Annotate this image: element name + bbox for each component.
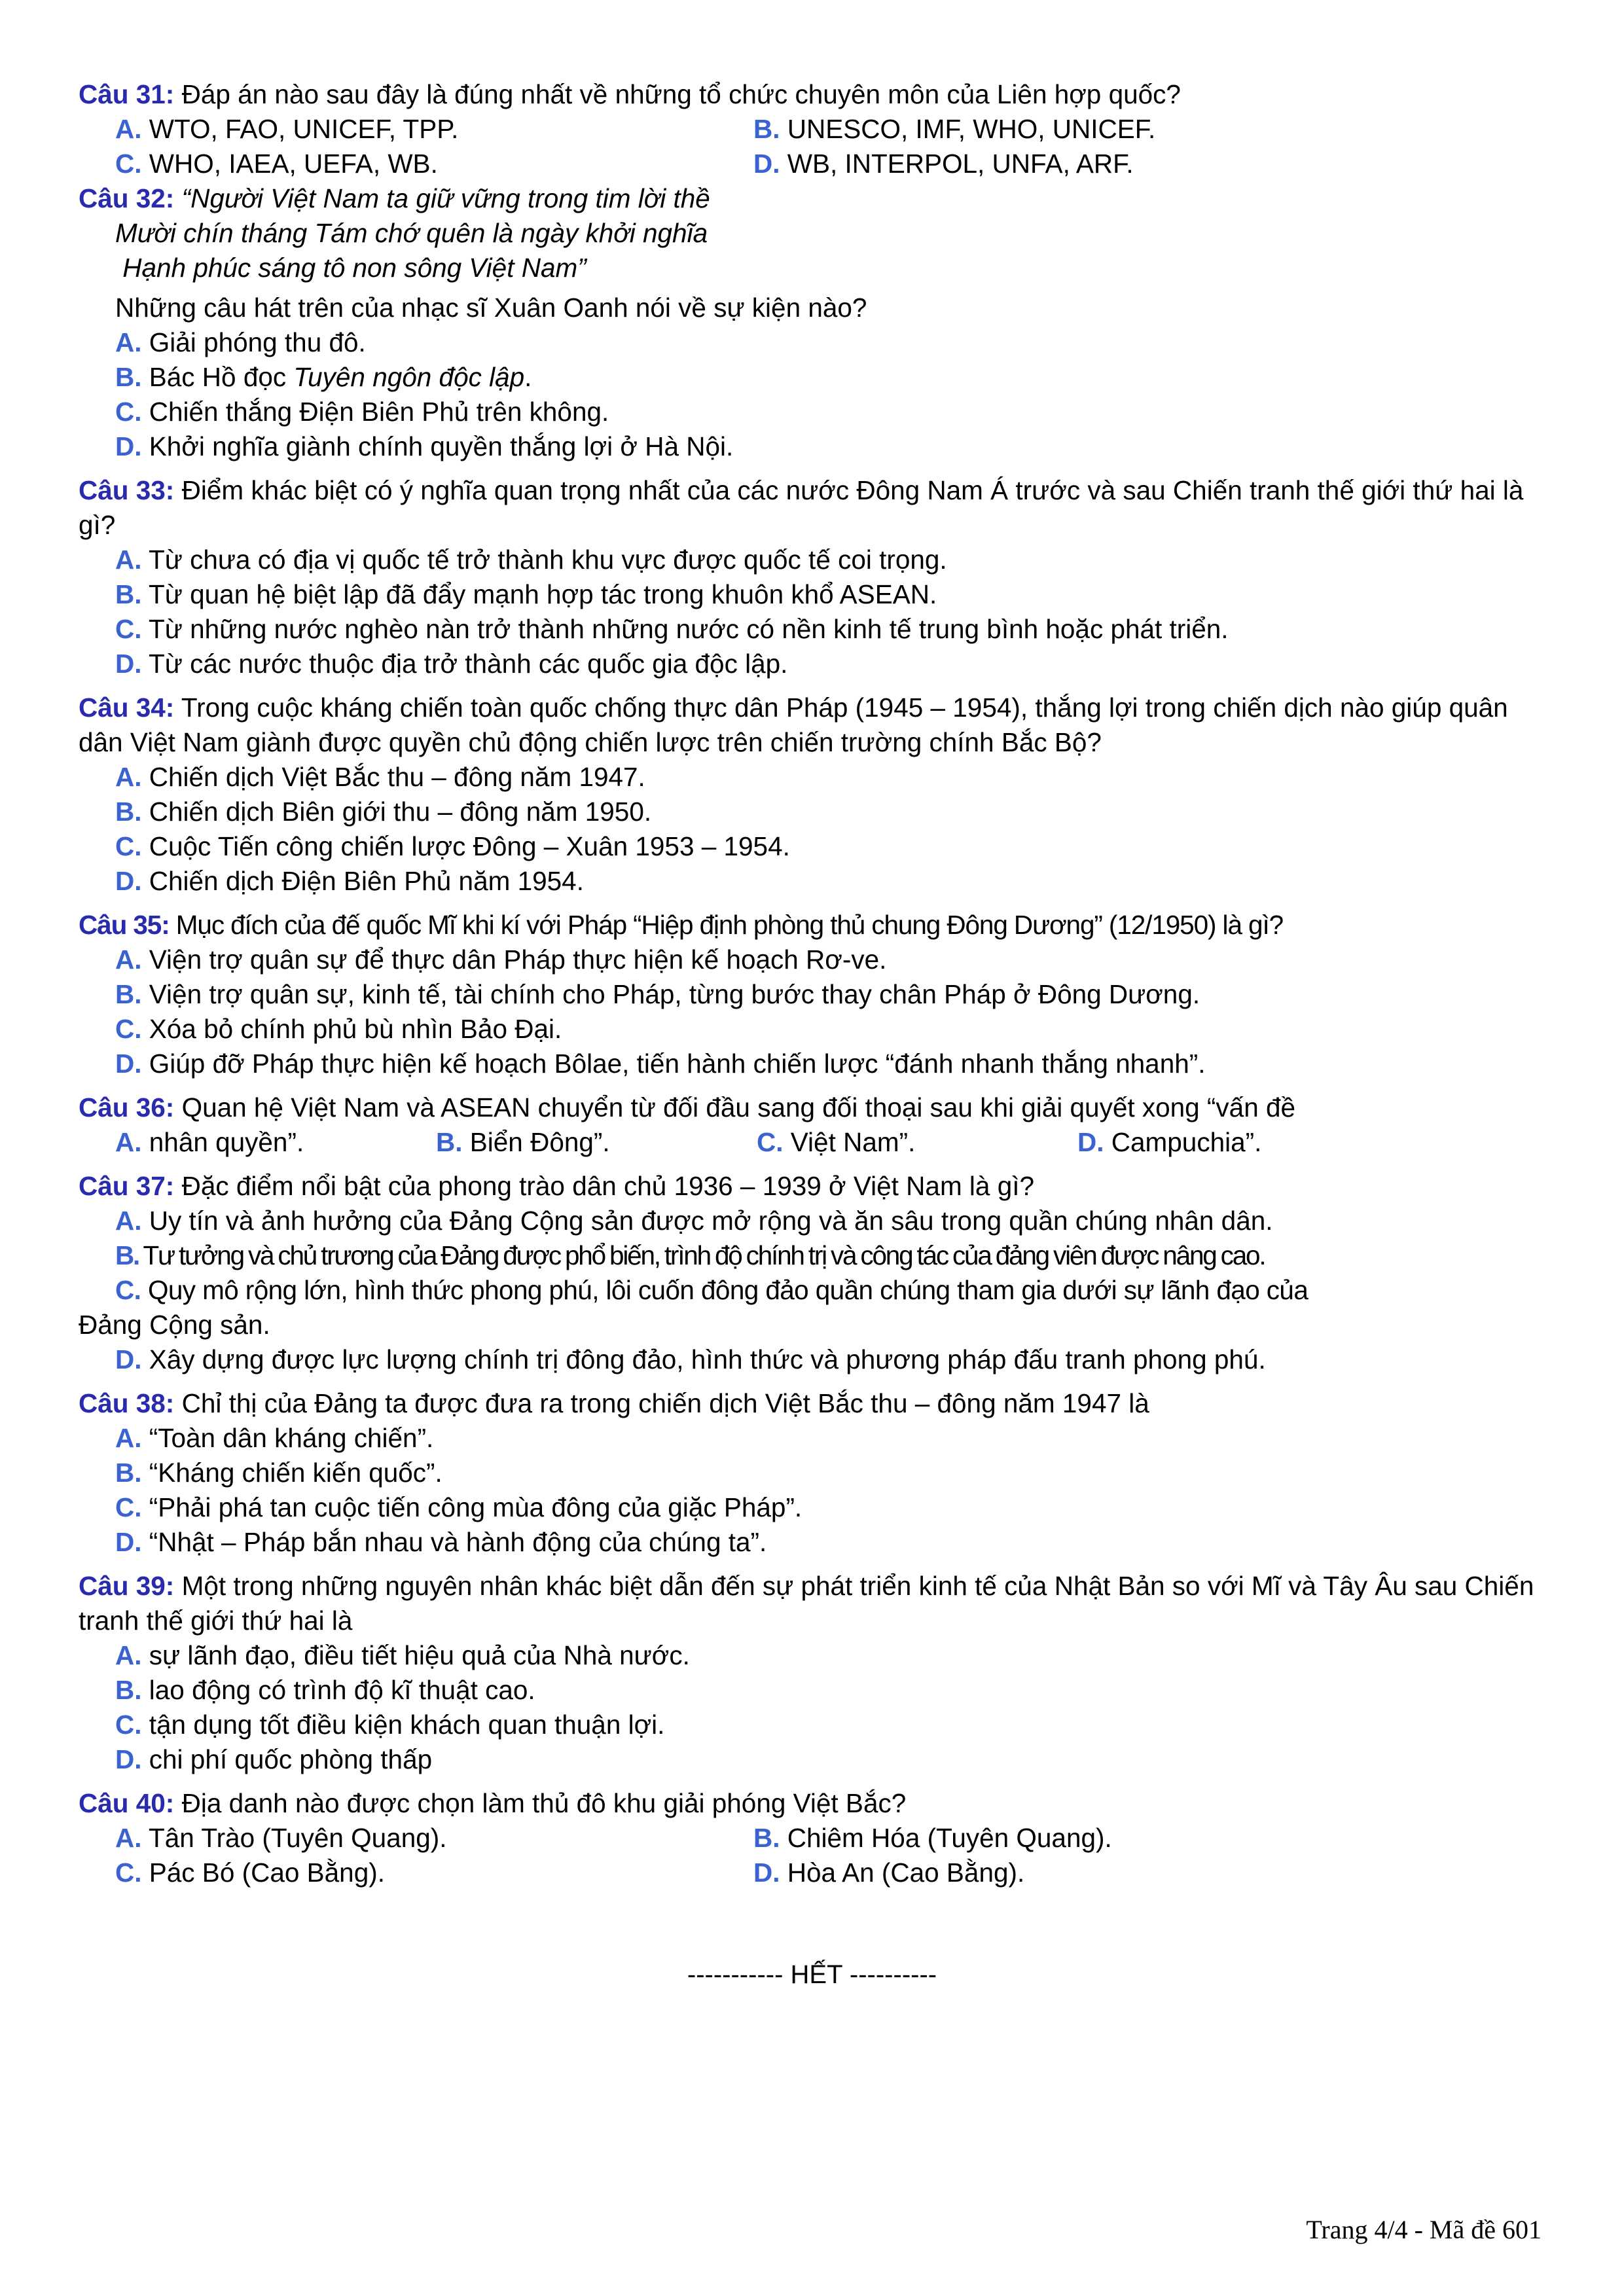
options-row xyxy=(79,112,1545,147)
question-label: Câu 37: xyxy=(79,1171,175,1201)
option-c xyxy=(79,829,1545,864)
option-text: Bác Hồ đọc xyxy=(149,362,294,392)
option-text: Pác Bó (Cao Bằng). xyxy=(149,1857,385,1888)
option-b xyxy=(79,1673,1545,1708)
option-text: Chiến dịch Điện Biên Phủ năm 1954. xyxy=(149,866,584,896)
option-text: Tư tưởng và chủ trương của Đảng được phổ biến, trình độ chính trị và công tác của đảng viên được nâng cao. xyxy=(143,1240,1265,1270)
question-text: Đáp án nào sau đây là đúng nhất về những tổ chức chuyên môn của Liên hợp quốc? xyxy=(181,79,1181,109)
option-text: Viện trợ quân sự, kinh tế, tài chính cho Pháp, từng bước thay chân Pháp ở Đông Dương. xyxy=(149,979,1200,1009)
option-d xyxy=(79,864,1545,899)
option-letter: A. xyxy=(115,1823,142,1853)
option-a xyxy=(115,1125,436,1160)
option-text: WB, INTERPOL, UNFA, ARF. xyxy=(787,149,1134,179)
option-text: nhân quyền”. xyxy=(149,1127,304,1157)
option-letter: A. xyxy=(115,762,142,792)
option-a xyxy=(79,942,1545,977)
question-38 xyxy=(79,1386,1545,1421)
option-letter: B. xyxy=(115,579,142,609)
option-b xyxy=(79,360,1545,395)
option-a xyxy=(79,1204,1545,1238)
question-label: Câu 31: xyxy=(79,79,175,109)
option-d xyxy=(1077,1125,1261,1160)
option-text: “Toàn dân kháng chiến”. xyxy=(149,1423,434,1453)
option-letter: C. xyxy=(115,397,142,427)
option-text: chi phí quốc phòng thấp xyxy=(149,1744,433,1774)
question-label: Câu 34: xyxy=(79,692,175,723)
exam-page xyxy=(79,77,1545,1890)
question-37 xyxy=(79,1169,1545,1204)
option-letter: C. xyxy=(115,149,142,179)
question-text: Quan hệ Việt Nam và ASEAN chuyển từ đối đầu sang đối thoại sau khi giải quyết xong “vấn đề xyxy=(181,1092,1296,1122)
option-text: Giúp đỡ Pháp thực hiện kế hoạch Bôlae, tiến hành chiến lược “đánh nhanh thắng nhanh”. xyxy=(149,1049,1206,1079)
question-31 xyxy=(79,77,1545,112)
option-text: Xây dựng được lực lượng chính trị đông đảo, hình thức và phương pháp đấu tranh phong phú. xyxy=(149,1344,1266,1374)
option-b xyxy=(79,577,1545,612)
question-text: Địa danh nào được chọn làm thủ đô khu giải phóng Việt Bắc? xyxy=(181,1788,907,1818)
option-letter: A. xyxy=(115,1127,142,1157)
option-letter: B. xyxy=(115,1458,142,1488)
option-letter: D. xyxy=(115,1527,142,1557)
option-c xyxy=(79,1490,1545,1525)
option-c xyxy=(79,612,1545,647)
option-letter: C. xyxy=(115,1275,141,1305)
question-text: Mục đích của đế quốc Mĩ khi kí với Pháp “Hiệp định phòng thủ chung Đông Dương” (12/1950) là gì? xyxy=(175,910,1284,940)
option-text: Tân Trào (Tuyên Quang). xyxy=(149,1823,447,1853)
option-letter: A. xyxy=(115,114,142,144)
option-letter: C. xyxy=(115,831,142,861)
options-row xyxy=(79,1821,1545,1856)
question-label: Câu 39: xyxy=(79,1571,175,1601)
option-b xyxy=(753,112,1155,147)
option-letter: C. xyxy=(115,1014,142,1044)
question-32 xyxy=(79,181,1545,216)
option-text: Campuchia”. xyxy=(1111,1127,1262,1157)
question-text: Chỉ thị của Đảng ta được đưa ra trong chiến dịch Việt Bắc thu – đông năm 1947 là xyxy=(181,1388,1149,1418)
question-36 xyxy=(79,1090,1545,1125)
option-d xyxy=(79,1047,1545,1081)
option-text: Từ những nước nghèo nàn trở thành những nước có nền kinh tế trung bình hoặc phát triển. xyxy=(149,614,1229,644)
option-c xyxy=(79,1273,1545,1308)
option-letter: D. xyxy=(115,431,142,461)
option-text: Giải phóng thu đô. xyxy=(149,327,366,357)
option-text: sự lãnh đạo, điều tiết hiệu quả của Nhà nước. xyxy=(149,1640,690,1670)
option-d xyxy=(79,647,1545,681)
question-text: Những câu hát trên của nhạc sĩ Xuân Oanh nói về sự kiện nào? xyxy=(115,293,867,323)
option-text: “Kháng chiến kiến quốc”. xyxy=(149,1458,442,1488)
option-text: “Phải phá tan cuộc tiến công mùa đông của giặc Pháp”. xyxy=(149,1492,803,1522)
option-text: . xyxy=(524,362,532,392)
question-label: Câu 32: xyxy=(79,183,175,213)
option-text: Khởi nghĩa giành chính quyền thắng lợi ở Hà Nội. xyxy=(149,431,734,461)
question-text: Trong cuộc kháng chiến toàn quốc chống thực dân Pháp (1945 – 1954), thắng lợi trong chiến dịch nào giúp quân dân Việt Nam giành được quyền chủ động chiến lược trên chiến trường chính Bắc Bộ? xyxy=(79,692,1508,757)
option-c xyxy=(115,1856,753,1890)
option-text: lao động có trình độ kĩ thuật cao. xyxy=(149,1675,535,1705)
page-footer: Trang 4/4 - Mã đề 601 xyxy=(1306,2215,1542,2244)
question-35 xyxy=(79,908,1545,942)
option-letter: A. xyxy=(115,327,142,357)
option-text: WHO, IAEA, UEFA, WB. xyxy=(149,149,438,179)
option-letter: D. xyxy=(753,1857,780,1888)
option-text: Từ các nước thuộc địa trở thành các quốc gia độc lập. xyxy=(149,649,788,679)
option-d xyxy=(753,1856,1024,1890)
option-c-continued: Đảng Cộng sản. xyxy=(79,1310,270,1340)
option-text: Uy tín và ảnh hưởng của Đảng Cộng sản được mở rộng và ăn sâu trong quần chúng nhân dân. xyxy=(149,1206,1273,1236)
option-text-italic: Tuyên ngôn độc lập xyxy=(293,362,525,392)
option-b xyxy=(436,1125,757,1160)
option-d xyxy=(79,1525,1545,1560)
option-c xyxy=(115,147,753,181)
option-letter: A. xyxy=(115,1206,142,1236)
option-text: Chiến dịch Biên giới thu – đông năm 1950. xyxy=(149,797,652,827)
option-letter: A. xyxy=(115,1640,142,1670)
option-a xyxy=(79,1638,1545,1673)
option-b xyxy=(79,1238,1545,1273)
option-letter: A. xyxy=(115,545,142,575)
option-text: Chiến thắng Điện Biên Phủ trên không. xyxy=(149,397,609,427)
option-b xyxy=(753,1821,1112,1856)
option-text: Viện trợ quân sự để thực dân Pháp thực hiện kế hoạch Rơ-ve. xyxy=(149,944,887,975)
option-letter: B. xyxy=(753,114,780,144)
option-a xyxy=(115,112,753,147)
options-row xyxy=(79,1856,1545,1890)
question-40 xyxy=(79,1786,1545,1821)
option-b xyxy=(79,1456,1545,1490)
option-text: Chiêm Hóa (Tuyên Quang). xyxy=(787,1823,1112,1853)
option-text: Cuộc Tiến công chiến lược Đông – Xuân 1953 – 1954. xyxy=(149,831,790,861)
question-label: Câu 35: xyxy=(79,910,170,940)
option-text: Chiến dịch Việt Bắc thu – đông năm 1947. xyxy=(149,762,645,792)
option-d xyxy=(79,1342,1545,1377)
options-row xyxy=(79,1125,1545,1160)
option-text: Hòa An (Cao Bằng). xyxy=(787,1857,1025,1888)
question-text: Đặc điểm nổi bật của phong trào dân chủ 1936 – 1939 ở Việt Nam là gì? xyxy=(181,1171,1035,1201)
end-marker: ----------- HẾT ---------- xyxy=(687,1960,937,1989)
option-b xyxy=(79,795,1545,829)
option-text: Từ chưa có địa vị quốc tế trở thành khu vực được quốc tế coi trọng. xyxy=(149,545,947,575)
option-text: tận dụng tốt điều kiện khách quan thuận lợi. xyxy=(149,1710,665,1740)
option-letter: D. xyxy=(115,1744,142,1774)
option-letter: D. xyxy=(1077,1127,1104,1157)
option-a xyxy=(79,543,1545,577)
option-text: Biển Đông”. xyxy=(469,1127,610,1157)
option-text: WTO, FAO, UNICEF, TPP. xyxy=(149,114,459,144)
option-letter: D. xyxy=(115,866,142,896)
question-39 xyxy=(79,1569,1545,1638)
option-c xyxy=(79,1708,1545,1742)
option-letter: B. xyxy=(115,1675,142,1705)
option-a xyxy=(79,325,1545,360)
poem-line: “Người Việt Nam ta giữ vững trong tim lời thề xyxy=(181,183,710,213)
option-b xyxy=(79,977,1545,1012)
option-text: “Nhật – Pháp bắn nhau và hành động của chúng ta”. xyxy=(149,1527,767,1557)
option-text: Từ quan hệ biệt lập đã đẩy mạnh hợp tác trong khuôn khổ ASEAN. xyxy=(149,579,937,609)
option-d xyxy=(753,147,1134,181)
option-letter: C. xyxy=(115,1710,142,1740)
option-d xyxy=(79,429,1545,464)
question-label: Câu 36: xyxy=(79,1092,175,1122)
option-letter: B. xyxy=(115,979,142,1009)
option-a xyxy=(115,1821,753,1856)
option-text: UNESCO, IMF, WHO, UNICEF. xyxy=(787,114,1156,144)
option-letter: B. xyxy=(115,1240,139,1270)
option-text: Việt Nam”. xyxy=(790,1127,916,1157)
option-letter: B. xyxy=(115,362,142,392)
option-letter: C. xyxy=(115,614,142,644)
option-letter: C. xyxy=(115,1857,142,1888)
option-text: Quy mô rộng lớn, hình thức phong phú, lôi cuốn đông đảo quần chúng tham gia dưới sự lãnh đạo của xyxy=(147,1275,1308,1305)
option-letter: C. xyxy=(757,1127,784,1157)
poem-line: Hạnh phúc sáng tô non sông Việt Nam” xyxy=(115,253,586,283)
option-letter: B. xyxy=(436,1127,463,1157)
question-text: Một trong những nguyên nhân khác biệt dẫn đến sự phát triển kinh tế của Nhật Bản so với Mĩ và Tây Âu sau Chiến tranh thế giới thứ hai là xyxy=(79,1571,1534,1636)
option-letter: D. xyxy=(115,649,142,679)
option-letter: A. xyxy=(115,1423,142,1453)
question-label: Câu 38: xyxy=(79,1388,175,1418)
question-text: Điểm khác biệt có ý nghĩa quan trọng nhất của các nước Đông Nam Á trước và sau Chiến tranh thế giới thứ hai là gì? xyxy=(79,475,1524,540)
question-label: Câu 33: xyxy=(79,475,175,505)
question-33 xyxy=(79,473,1545,543)
option-letter: B. xyxy=(115,797,142,827)
option-letter: C. xyxy=(115,1492,142,1522)
option-a xyxy=(79,1421,1545,1456)
option-c xyxy=(79,1012,1545,1047)
options-row xyxy=(79,147,1545,181)
option-d xyxy=(79,1742,1545,1777)
option-letter: B. xyxy=(753,1823,780,1853)
question-34 xyxy=(79,691,1545,760)
question-label: Câu 40: xyxy=(79,1788,175,1818)
option-letter: A. xyxy=(115,944,142,975)
option-letter: D. xyxy=(115,1049,142,1079)
option-c xyxy=(757,1125,1077,1160)
poem-line: Mười chín tháng Tám chớ quên là ngày khởi nghĩa xyxy=(115,218,708,248)
option-c xyxy=(79,395,1545,429)
option-a xyxy=(79,760,1545,795)
option-letter: D. xyxy=(115,1344,142,1374)
option-letter: D. xyxy=(753,149,780,179)
option-text: Xóa bỏ chính phủ bù nhìn Bảo Đại. xyxy=(149,1014,562,1044)
